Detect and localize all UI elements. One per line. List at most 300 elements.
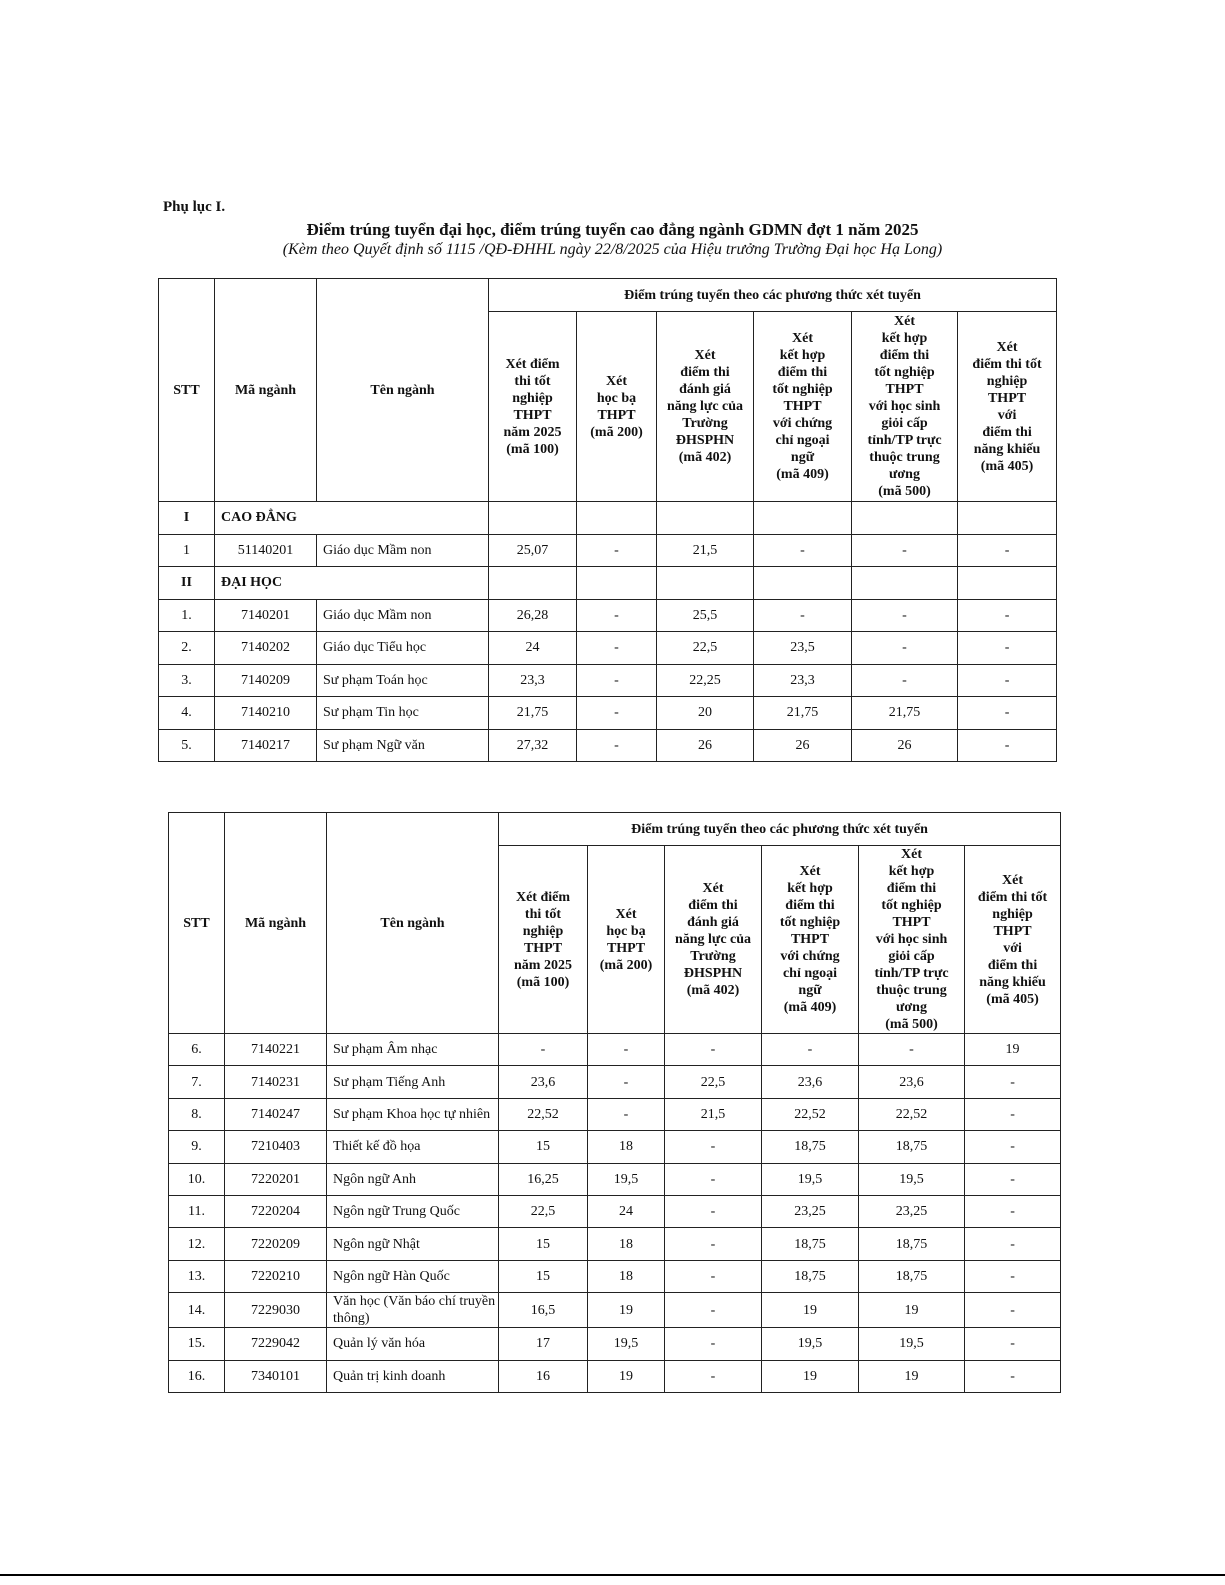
score-cell: 15 (499, 1260, 588, 1292)
score-cell: - (577, 729, 657, 762)
header-method-line: tốt nghiệp (874, 365, 935, 380)
score-cell: - (958, 599, 1057, 632)
score-cell: 19 (588, 1293, 665, 1328)
header-method-line: với chứng (772, 416, 833, 431)
header-method-line: THPT (606, 940, 646, 956)
header-method-1 (489, 312, 577, 502)
score-cell: - (577, 664, 657, 697)
score-cell: 21,5 (657, 534, 754, 567)
row-number: 3. (159, 664, 215, 697)
major-name: Văn học (Văn báo chí truyền thông) (327, 1293, 499, 1328)
header-method-line: điểm thi (777, 365, 828, 380)
header-method-line: (mã 409) (776, 467, 829, 482)
score-cell: - (965, 1260, 1061, 1292)
header-method-line: với học sinh (875, 932, 948, 947)
header-method-line: tỉnh/TP trực (867, 433, 942, 448)
header-method-line: năng lực của (674, 932, 752, 947)
header-method-line: học bạ (596, 390, 637, 406)
header-method-line: điểm thi (886, 881, 937, 896)
score-cell: - (852, 599, 958, 632)
major-name: Sư phạm Toán học (317, 664, 489, 697)
header-method-line: THPT (892, 915, 931, 930)
header-method-line: ương (889, 467, 920, 482)
admission-scores-table-1 (158, 278, 1057, 762)
header-method-line: (mã 405) (980, 458, 1034, 474)
header-method-line: THPT (597, 407, 636, 423)
row-number: 1 (159, 534, 215, 567)
table-row (169, 1163, 1061, 1195)
score-cell: 23,6 (859, 1066, 965, 1098)
score-cell: - (665, 1195, 762, 1227)
appendix-label: Phụ lục I. (163, 199, 226, 215)
header-method-5 (852, 312, 958, 502)
header-method-line: điểm thi (680, 365, 730, 380)
header-method-line: với học sinh (868, 399, 941, 414)
score-cell: - (965, 1163, 1061, 1195)
major-name: Ngôn ngữ Anh (327, 1163, 499, 1195)
major-code: 7140217 (215, 729, 317, 762)
header-method-line: Xét (694, 348, 716, 363)
header-method-3 (665, 846, 762, 1034)
score-cell: 26,28 (489, 599, 577, 632)
header-method-line: ngữ (790, 450, 815, 465)
header-method-line: (mã 405) (986, 991, 1039, 1007)
table-row (169, 1034, 1061, 1066)
score-cell: - (665, 1293, 762, 1328)
score-cell: 21,5 (665, 1098, 762, 1130)
header-method-4 (762, 846, 859, 1034)
header-method-line: ương (896, 1000, 927, 1015)
major-code: 7140247 (225, 1098, 327, 1130)
table-row (169, 1260, 1061, 1292)
admission-scores-table-2 (168, 812, 1061, 1393)
major-code: 7140202 (215, 632, 317, 665)
score-cell: 19,5 (859, 1163, 965, 1195)
major-name: Sư phạm Ngữ văn (317, 729, 489, 762)
score-cell: 22,5 (665, 1066, 762, 1098)
empty-cell (852, 567, 958, 600)
header-method-line: Xét (1002, 872, 1024, 888)
row-number: 5. (159, 729, 215, 762)
score-cell: 22,25 (657, 664, 754, 697)
table-row (159, 697, 1057, 730)
header-method-line: (mã 402) (678, 450, 732, 465)
header-method-line: năng khiếu (979, 974, 1046, 990)
score-cell: 19,5 (762, 1163, 859, 1195)
header-method-line: (mã 402) (686, 983, 740, 998)
header-method-line: nghiệp (986, 373, 1028, 389)
row-number: 4. (159, 697, 215, 730)
header-method-line: tỉnh/TP trực (874, 966, 949, 981)
major-code: 7140210 (215, 697, 317, 730)
header-method-line: năng lực của (666, 399, 744, 414)
score-cell: - (754, 599, 852, 632)
major-name: Sư phạm Khoa học tự nhiên (327, 1098, 499, 1130)
row-number: 1. (159, 599, 215, 632)
header-method-line: kết hợp (881, 331, 928, 346)
score-cell: 19 (762, 1360, 859, 1392)
header-method-line: THPT (993, 923, 1032, 939)
header-stt: STT (169, 813, 225, 1034)
score-cell: 19 (859, 1293, 965, 1328)
section-title: ĐẠI HỌC (215, 567, 489, 600)
table-row (159, 534, 1057, 567)
header-method-line: THPT (783, 399, 822, 414)
header-method-line: Xét (792, 331, 813, 346)
score-cell: - (762, 1034, 859, 1066)
header-method-line: điểm thi (785, 898, 835, 913)
header-method-line: năng khiếu (973, 441, 1041, 457)
header-method-line: điểm thi (987, 957, 1038, 973)
header-method-line: nghiệp (512, 390, 553, 406)
score-cell: 19,5 (859, 1328, 965, 1360)
score-cell: 19 (588, 1360, 665, 1392)
header-method-line: giỏi cấp (881, 416, 928, 431)
score-cell: - (965, 1228, 1061, 1260)
section-row (159, 502, 1057, 535)
table-row (159, 599, 1057, 632)
section-number: II (159, 567, 215, 600)
header-method-line: Xét (894, 314, 915, 329)
header-method-6 (965, 846, 1061, 1034)
header-method-line: với chứng (780, 949, 840, 964)
major-code: 7229030 (225, 1293, 327, 1328)
empty-cell (754, 502, 852, 535)
score-cell: - (852, 534, 958, 567)
header-method-2 (588, 846, 665, 1034)
score-cell: 26 (852, 729, 958, 762)
table-row (169, 1098, 1061, 1130)
header-method-line: với (1003, 940, 1022, 956)
header-method-line: thuộc trung (869, 450, 940, 465)
document-title: Điểm trúng tuyển đại học, điểm trúng tuyển cao đẳng ngành GDMN đợt 1 năm 2025 (306, 220, 919, 239)
row-number: 9. (169, 1131, 225, 1163)
header-method-line: THPT (885, 382, 924, 397)
header-methods-group: Điểm trúng tuyển theo các phương thức xét tuyển (499, 813, 1061, 846)
header-method-line: học bạ (606, 923, 646, 939)
row-number: 15. (169, 1328, 225, 1360)
score-cell: 22,5 (657, 632, 754, 665)
score-cell: 22,52 (762, 1098, 859, 1130)
header-method-5 (859, 846, 965, 1034)
header-method-line: Trường (682, 416, 728, 431)
score-cell: - (588, 1098, 665, 1130)
score-cell: 19 (762, 1293, 859, 1328)
score-cell: - (754, 534, 852, 567)
row-number: 16. (169, 1360, 225, 1392)
row-number: 8. (169, 1098, 225, 1130)
header-code: Mã ngành (225, 813, 327, 1034)
score-cell: - (577, 534, 657, 567)
major-code: 51140201 (215, 534, 317, 567)
score-cell: 22,52 (499, 1098, 588, 1130)
major-code: 7220204 (225, 1195, 327, 1227)
major-name: Giáo dục Tiểu học (317, 632, 489, 665)
major-code: 7140201 (215, 599, 317, 632)
score-cell: - (965, 1066, 1061, 1098)
score-cell: - (965, 1293, 1061, 1328)
header-method-line: Xét (606, 373, 627, 389)
score-cell: 23,6 (762, 1066, 859, 1098)
score-cell: 18,75 (762, 1131, 859, 1163)
score-cell: - (965, 1360, 1061, 1392)
score-cell: 23,5 (754, 632, 852, 665)
header-method-line: tốt nghiệp (772, 382, 833, 397)
header-method-line: ĐHSPHN (675, 433, 735, 448)
empty-cell (489, 502, 577, 535)
table-row (169, 1228, 1061, 1260)
page-bottom-rule (0, 1574, 1225, 1576)
header-method-line: Xét (615, 906, 637, 922)
header-method-line: năm 2025 (503, 424, 562, 440)
score-cell: - (665, 1228, 762, 1260)
major-code: 7220210 (225, 1260, 327, 1292)
score-cell: - (665, 1360, 762, 1392)
score-cell: - (577, 697, 657, 730)
score-cell: 23,25 (859, 1195, 965, 1227)
major-name: Quản trị kinh doanh (327, 1360, 499, 1392)
header-method-line: điểm thi (982, 424, 1032, 440)
major-name: Sư phạm Âm nhạc (327, 1034, 499, 1066)
row-number: 11. (169, 1195, 225, 1227)
score-cell: - (958, 632, 1057, 665)
header-method-2 (577, 312, 657, 502)
score-cell: - (665, 1163, 762, 1195)
table-row (169, 1131, 1061, 1163)
row-number: 6. (169, 1034, 225, 1066)
score-cell: 18,75 (859, 1260, 965, 1292)
score-cell: - (965, 1098, 1061, 1130)
major-code: 7140231 (225, 1066, 327, 1098)
header-method-line: điểm thi tốt (972, 356, 1042, 372)
header-method-4 (754, 312, 852, 502)
header-method-line: kết hợp (888, 864, 935, 879)
score-cell: 19 (859, 1360, 965, 1392)
row-number: 14. (169, 1293, 225, 1328)
major-name: Quản lý văn hóa (327, 1328, 499, 1360)
header-method-line: (mã 200) (599, 957, 653, 973)
header-method-line: điểm thi (688, 898, 738, 913)
score-cell: - (665, 1034, 762, 1066)
header-method-line: Xét (702, 881, 724, 896)
score-cell: 23,3 (754, 664, 852, 697)
major-name: Ngôn ngữ Hàn Quốc (327, 1260, 499, 1292)
empty-cell (852, 502, 958, 535)
table-row (169, 1360, 1061, 1392)
table-row (169, 1195, 1061, 1227)
score-cell: 18,75 (762, 1260, 859, 1292)
score-cell: - (958, 697, 1057, 730)
score-cell: 18,75 (859, 1131, 965, 1163)
score-cell: 21,75 (489, 697, 577, 730)
row-number: 10. (169, 1163, 225, 1195)
header-method-line: (mã 200) (590, 424, 643, 440)
header-method-line: Trường (690, 949, 736, 964)
row-number: 12. (169, 1228, 225, 1260)
header-method-1 (499, 846, 588, 1034)
score-cell: 25,07 (489, 534, 577, 567)
header-method-line: THPT (513, 407, 552, 423)
major-name: Giáo dục Mầm non (317, 534, 489, 567)
score-cell: - (965, 1131, 1061, 1163)
section-title: CAO ĐẲNG (215, 502, 489, 535)
score-cell: 18 (588, 1228, 665, 1260)
header-method-line: nghiệp (522, 923, 564, 939)
score-cell: - (958, 664, 1057, 697)
header-method-line: kết hợp (779, 348, 826, 363)
header-method-line: thi tốt (514, 373, 551, 389)
major-name: Ngôn ngữ Trung Quốc (327, 1195, 499, 1227)
table-row (169, 1066, 1061, 1098)
header-method-line: THPT (523, 940, 563, 956)
row-number: 13. (169, 1260, 225, 1292)
header-methods-group: Điểm trúng tuyển theo các phương thức xét tuyển (489, 279, 1057, 312)
header-method-line: điểm thi (879, 348, 930, 363)
row-number: 2. (159, 632, 215, 665)
empty-cell (577, 502, 657, 535)
header-method-line: (mã 100) (516, 974, 570, 990)
major-name: Thiết kế đồ họa (327, 1131, 499, 1163)
row-number: 7. (169, 1066, 225, 1098)
score-cell: - (665, 1260, 762, 1292)
header-method-3 (657, 312, 754, 502)
score-cell: 19,5 (588, 1163, 665, 1195)
score-cell: - (588, 1034, 665, 1066)
table-row (159, 729, 1057, 762)
empty-cell (958, 502, 1057, 535)
header-method-line: chỉ ngoại (775, 433, 830, 448)
header-method-line: (mã 500) (885, 1017, 938, 1032)
score-cell: 23,6 (499, 1066, 588, 1098)
empty-cell (657, 567, 754, 600)
score-cell: 19,5 (762, 1328, 859, 1360)
major-code: 7229042 (225, 1328, 327, 1360)
header-method-line: (mã 100) (506, 441, 559, 457)
score-cell: 16 (499, 1360, 588, 1392)
score-cell: - (958, 534, 1057, 567)
score-cell: 27,32 (489, 729, 577, 762)
score-cell: 15 (499, 1228, 588, 1260)
score-cell: - (958, 729, 1057, 762)
score-cell: 19,5 (588, 1328, 665, 1360)
empty-cell (577, 567, 657, 600)
header-name: Tên ngành (317, 279, 489, 502)
header-stt: STT (159, 279, 215, 502)
header-method-line: (mã 409) (783, 1000, 837, 1015)
score-cell: 23,3 (489, 664, 577, 697)
major-code: 7340101 (225, 1360, 327, 1392)
document-subtitle: (Kèm theo Quyết định số 1115 /QĐ-ĐHHL ngày 22/8/2025 của Hiệu trưởng Trường Đại học Hạ Long) (282, 241, 943, 258)
header-method-line: ĐHSPHN (683, 966, 743, 981)
empty-cell (489, 567, 577, 600)
score-cell: 16,25 (499, 1163, 588, 1195)
score-cell: - (588, 1066, 665, 1098)
header-method-line: thuộc trung (876, 983, 947, 998)
score-cell: - (965, 1328, 1061, 1360)
header-method-line: THPT (987, 390, 1027, 406)
score-cell: 24 (588, 1195, 665, 1227)
score-cell: 19 (965, 1034, 1061, 1066)
empty-cell (958, 567, 1057, 600)
major-code: 7140221 (225, 1034, 327, 1066)
score-cell: - (859, 1034, 965, 1066)
major-code: 7210403 (225, 1131, 327, 1163)
header-method-line: nghiệp (992, 906, 1033, 922)
score-cell: 18 (588, 1131, 665, 1163)
table-row (159, 632, 1057, 665)
table-row (169, 1293, 1061, 1328)
score-cell: - (665, 1328, 762, 1360)
major-code: 7140209 (215, 664, 317, 697)
header-method-line: Xét (799, 864, 821, 879)
score-cell: - (852, 664, 958, 697)
score-cell: - (577, 599, 657, 632)
major-code: 7220201 (225, 1163, 327, 1195)
score-cell: 26 (754, 729, 852, 762)
table-row (169, 1328, 1061, 1360)
header-method-line: (mã 500) (878, 484, 931, 499)
header-method-line: đánh giá (687, 915, 739, 930)
score-cell: 16,5 (499, 1293, 588, 1328)
header-method-line: ngữ (798, 983, 822, 998)
empty-cell (754, 567, 852, 600)
score-cell: 21,75 (754, 697, 852, 730)
score-cell: 18,75 (859, 1228, 965, 1260)
score-cell: 15 (499, 1131, 588, 1163)
header-method-line: tốt nghiệp (881, 898, 942, 913)
header-method-line: Xét (996, 339, 1018, 355)
header-code: Mã ngành (215, 279, 317, 502)
major-name: Sư phạm Tin học (317, 697, 489, 730)
major-name: Giáo dục Mầm non (317, 599, 489, 632)
header-method-line: Xét điểm (515, 889, 571, 905)
score-cell: 24 (489, 632, 577, 665)
score-cell: 18,75 (762, 1228, 859, 1260)
header-method-line: THPT (790, 932, 830, 947)
score-cell: - (852, 632, 958, 665)
table-row (159, 664, 1057, 697)
header-method-line: thi tốt (524, 906, 562, 922)
header-method-6 (958, 312, 1057, 502)
header-method-line: giỏi cấp (888, 949, 935, 964)
score-cell: 17 (499, 1328, 588, 1360)
score-cell: - (577, 632, 657, 665)
score-cell: - (965, 1195, 1061, 1227)
score-cell: 18 (588, 1260, 665, 1292)
score-cell: 21,75 (852, 697, 958, 730)
score-cell: 26 (657, 729, 754, 762)
header-method-line: với (997, 407, 1017, 423)
header-method-line: điểm thi tốt (977, 889, 1048, 905)
score-cell: 22,5 (499, 1195, 588, 1227)
header-method-line: Xét (901, 847, 922, 862)
section-row (159, 567, 1057, 600)
header-method-line: tốt nghiệp (779, 915, 841, 930)
score-cell: - (665, 1131, 762, 1163)
major-name: Sư phạm Tiếng Anh (327, 1066, 499, 1098)
header-method-line: Xét điểm (505, 356, 560, 372)
score-cell: 22,52 (859, 1098, 965, 1130)
score-cell: - (499, 1034, 588, 1066)
header-method-line: chỉ ngoại (782, 966, 838, 981)
header-method-line: kết hợp (787, 881, 833, 896)
empty-cell (657, 502, 754, 535)
header-method-line: năm 2025 (514, 957, 572, 973)
score-cell: 25,5 (657, 599, 754, 632)
major-code: 7220209 (225, 1228, 327, 1260)
header-name: Tên ngành (327, 813, 499, 1034)
score-cell: 20 (657, 697, 754, 730)
